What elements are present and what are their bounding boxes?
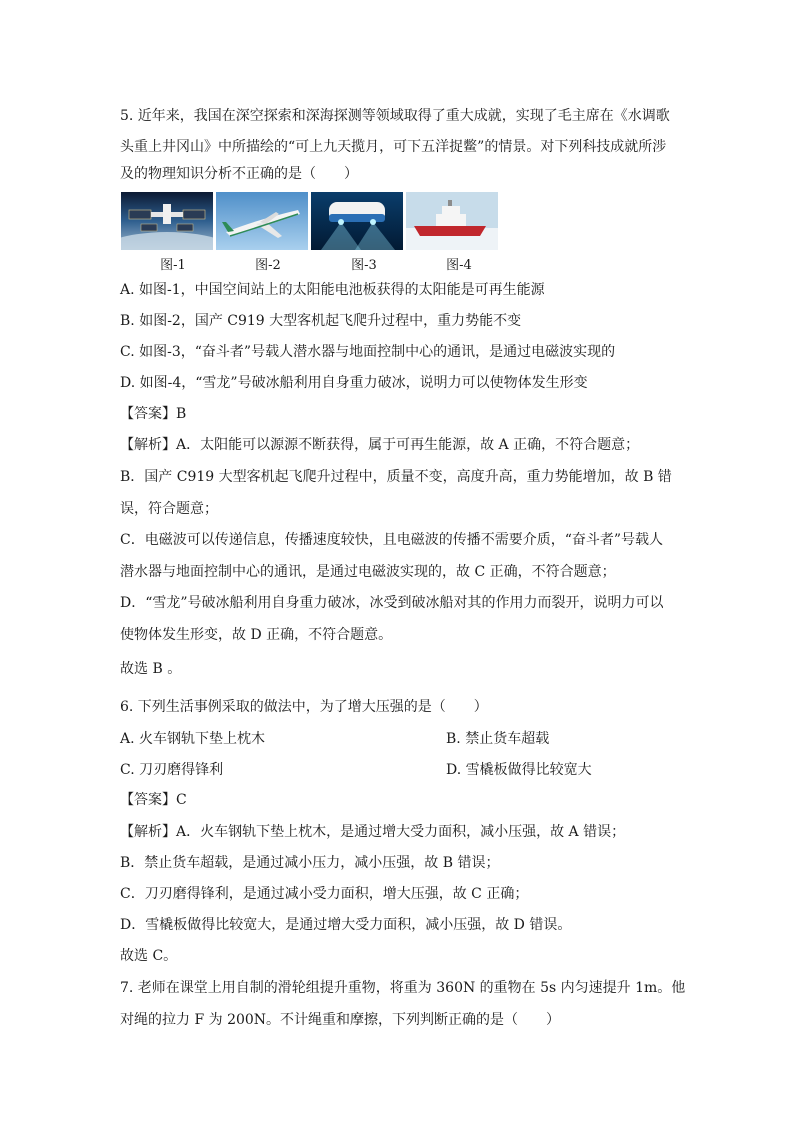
figure-3-caption: 图-3 xyxy=(351,258,377,273)
q6-analysis-line-3: C．刀刃磨得锋利，是通过减小受力面积，增大压强，故 C 正确； xyxy=(120,886,529,902)
q5-figures xyxy=(121,192,499,252)
q5-analysis-line-3: 误，符合题意； xyxy=(120,501,218,517)
q6-option-c: C. 刀刃磨得锋利 xyxy=(120,762,224,778)
q5-stem-line-2: 头重上井冈山》中所描绘的“可上九天揽月，可下五洋捉鳖”的情景。对下列科技成就所涉 xyxy=(120,139,667,155)
figure-4-caption: 图-4 xyxy=(446,258,472,273)
q5-analysis-line-5: 潜水器与地面控制中心的通讯，是通过电磁波实现的，故 C 正确，不符合题意； xyxy=(120,564,616,580)
q6-option-b: B. 禁止货车超载 xyxy=(446,731,550,747)
figure-4-icebreaker xyxy=(406,192,498,250)
q5-option-a: A. 如图-1，中国空间站上的太阳能电池板获得的太阳能是可再生能源 xyxy=(120,282,545,298)
q6-analysis-line-4: D．雪橇板做得比较宽大，是通过增大受力面积，减小压强，故 D 错误。 xyxy=(120,917,572,933)
q6-stem: 6. 下列生活事例采取的做法中，为了增大压强的是（ ） xyxy=(120,699,488,715)
q6-analysis-line-2: B．禁止货车超载，是通过减小压力，减小压强，故 B 错误； xyxy=(120,855,500,871)
q6-option-d: D. 雪橇板做得比较宽大 xyxy=(446,762,592,778)
q5-stem-line-1: 5. 近年来，我国在深空探索和深海探测等领域取得了重大成就，实现了毛主席在《水调歌 xyxy=(120,108,670,124)
q5-analysis-line-1: 【解析】A．太阳能可以源源不断获得，属于可再生能源，故 A 正确，不符合题意； xyxy=(120,437,640,453)
q6-analysis-line-1: 【解析】A．火车钢轨下垫上枕木，是通过增大受力面积，减小压强，故 A 错误； xyxy=(120,824,626,840)
q5-answer: 【答案】B xyxy=(120,406,187,422)
q5-option-b: B. 如图-2，国产 C919 大型客机起飞爬升过程中，重力势能不变 xyxy=(120,313,522,329)
q6-answer: 【答案】C xyxy=(120,792,187,808)
figure-2-caption: 图-2 xyxy=(255,258,281,273)
q5-analysis-line-7: 使物体发生形变，故 D 正确，不符合题意。 xyxy=(120,627,393,643)
q5-analysis-line-6: D．“雪龙”号破冰船利用自身重力破冰，冰受到破冰船对其的作用力而裂开，说明力可以 xyxy=(120,595,664,611)
figure-1-space-station xyxy=(121,192,213,250)
q5-option-d: D. 如图-4，“雪龙”号破冰船利用自身重力破冰，说明力可以使物体发生形变 xyxy=(120,375,588,391)
figure-1-caption: 图-1 xyxy=(160,258,186,273)
q6-conclusion: 故选 C。 xyxy=(120,948,178,964)
q5-stem-line-3: 及的物理知识分析不正确的是（ ） xyxy=(120,166,358,182)
figure-2-c919-airliner xyxy=(216,192,308,250)
q7-stem-line-1: 7. 老师在课堂上用自制的滑轮组提升重物，将重为 360N 的重物在 5s 内匀速提升 1m。他 xyxy=(120,980,686,996)
q5-analysis-line-2: B．国产 C919 大型客机起飞爬升过程中，质量不变，高度升高，重力势能增加，故 B 错 xyxy=(120,469,672,485)
q6-option-a: A. 火车钢轨下垫上枕木 xyxy=(120,731,266,747)
q5-option-c: C. 如图-3，“奋斗者”号载人潜水器与地面控制中心的通讯，是通过电磁波实现的 xyxy=(120,344,616,360)
q7-stem-line-2: 对绳的拉力 F 为 200N。不计绳重和摩擦，下列判断正确的是（ ） xyxy=(120,1012,561,1028)
figure-3-submersible xyxy=(311,192,403,250)
q5-conclusion: 故选 B 。 xyxy=(120,661,182,677)
q5-analysis-line-4: C．电磁波可以传递信息，传播速度较快，且电磁波的传播不需要介质，“奋斗者”号载人 xyxy=(120,532,664,548)
